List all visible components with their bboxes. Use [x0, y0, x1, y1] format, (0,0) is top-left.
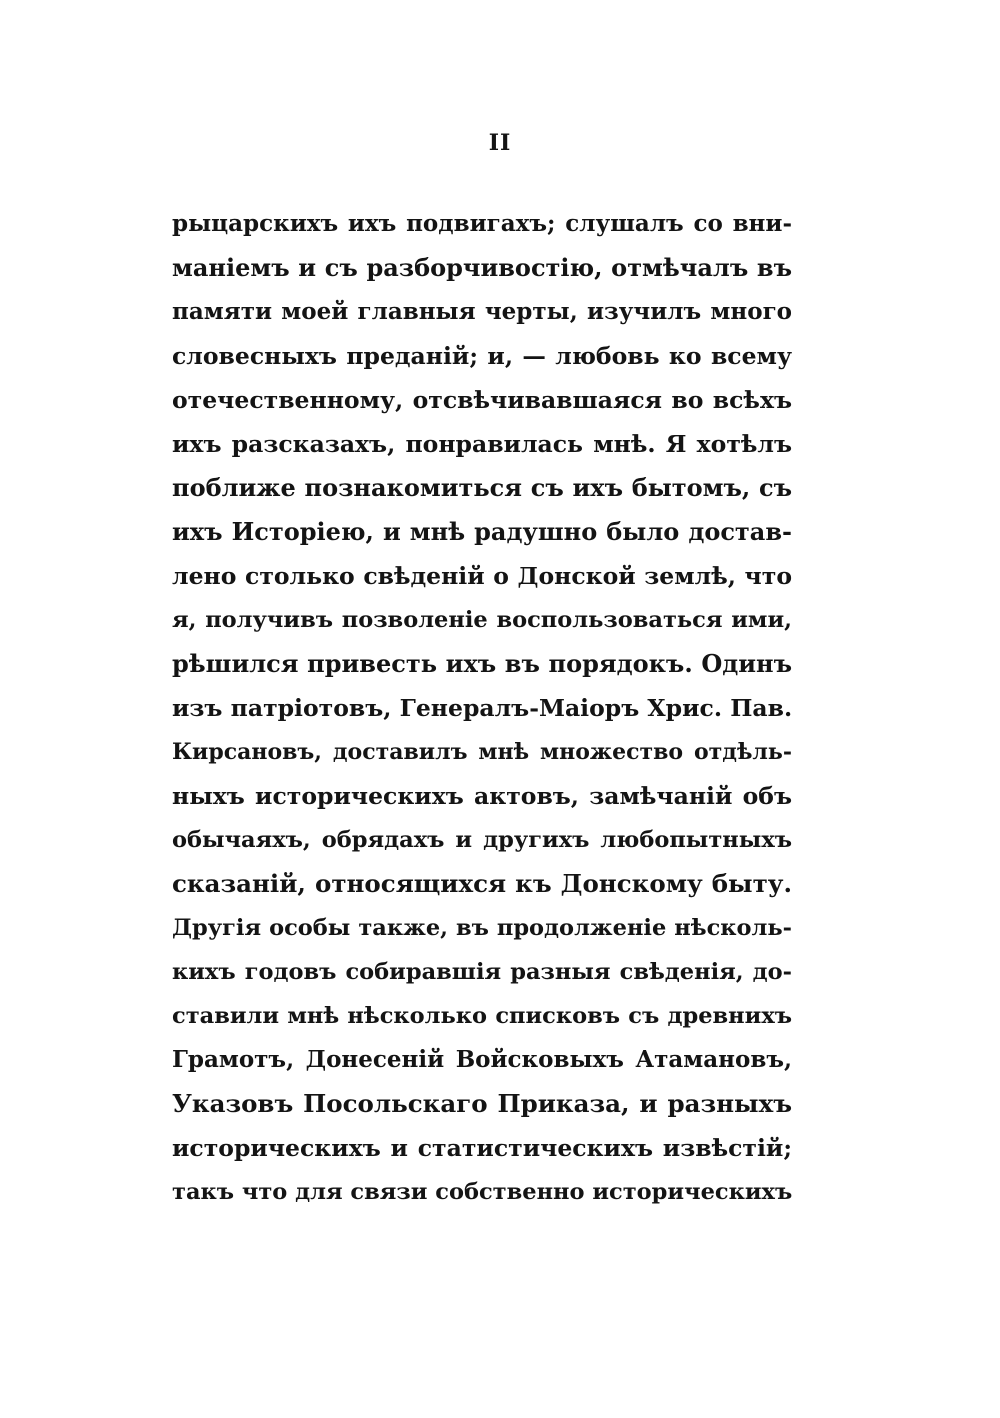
text-line: Указовъ Посольскаго Приказа, и разныхъ — [172, 1089, 792, 1118]
text-line: Грамотъ, Донесенiй Войсковыхъ Атамановъ, — [172, 1046, 792, 1073]
text-line: Кирсановъ, доставилъ мнѣ множество отдѣль- — [172, 739, 792, 765]
text-line: рыцарскихъ ихъ подвигахъ; слушалъ со вни- — [172, 210, 792, 237]
text-line: лено столько свѣденiй о Донской землѣ, что — [172, 562, 792, 590]
text-line: Другiя особы также, въ продолженiе нѣсколь- — [172, 915, 792, 941]
text-line: ставили мнѣ нѣсколько списковъ съ древнихъ — [172, 1003, 792, 1029]
text-line: историческихъ и статистическихъ извѣстiй; — [172, 1134, 792, 1162]
text-line: обычаяхъ, обрядахъ и другихъ любопытныхъ — [172, 827, 792, 853]
text-line: изъ патрiотовъ, Генералъ-Маiоръ Хрис. Пав. — [172, 694, 792, 722]
text-line: ихъ Исторiею, и мнѣ радушно было достав- — [172, 517, 792, 546]
text-line: отечественному, отсвѣчивавшаяся во всѣхъ — [172, 386, 792, 414]
text-line: словесныхъ преданiй; и, — любовь ко всему — [172, 342, 792, 370]
text-line: такъ что для связи собственно историческихъ — [172, 1179, 792, 1205]
text-line: я, получивъ позволенiе воспользоваться ими, — [172, 607, 792, 633]
text-line: рѣшился привесть ихъ въ порядокъ. Одинъ — [172, 649, 792, 678]
text-line: манiемъ и съ разборчивостiю, отмѣчалъ въ — [172, 253, 792, 282]
text-line: поближе познакомиться съ ихъ бытомъ, съ — [172, 473, 792, 502]
body-text — [172, 202, 792, 1214]
text-line: ныхъ историческихъ актовъ, замѣчанiй объ — [172, 782, 792, 810]
page-number: II — [488, 130, 512, 156]
text-line: кихъ годовъ собиравшiя разныя свѣденiя, до- — [172, 959, 792, 985]
text-line: ихъ разсказахъ, понравилась мнѣ. Я хотѣлъ — [172, 430, 792, 458]
text-line: сказанiй, относящихся къ Донскому быту. — [172, 869, 792, 898]
text-line: памяти моей главныя черты, изучилъ много — [172, 298, 792, 325]
